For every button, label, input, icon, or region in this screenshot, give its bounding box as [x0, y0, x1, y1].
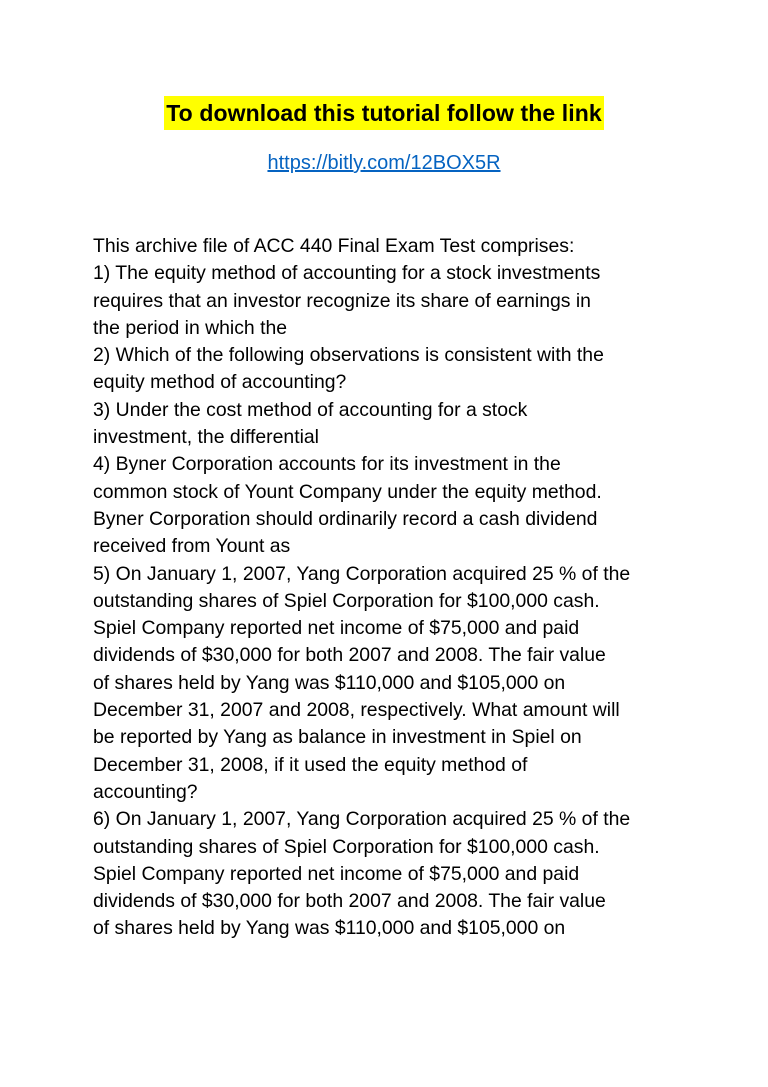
text-line: outstanding shares of Spiel Corporation for $100,000 cash.	[93, 589, 600, 612]
page-title: To download this tutorial follow the link	[164, 96, 604, 130]
text-line: Byner Corporation should ordinarily record a cash dividend	[93, 507, 598, 530]
heading-container	[0, 96, 768, 130]
link-container	[0, 148, 768, 178]
text-line: requires that an investor recognize its share of earnings in	[93, 289, 591, 312]
text-line: accounting?	[93, 780, 198, 803]
body-text	[93, 233, 683, 943]
text-line: 1) The equity method of accounting for a stock investments	[93, 262, 601, 285]
text-line: Spiel Company reported net income of $75,000 and paid	[93, 862, 580, 885]
text-line: equity method of accounting?	[93, 371, 347, 394]
text-line: of shares held by Yang was $110,000 and $105,000 on	[93, 917, 566, 940]
text-line: be reported by Yang as balance in investment in Spiel on	[93, 726, 582, 749]
text-line: 2) Which of the following observations is consistent with the	[93, 344, 604, 367]
text-line: December 31, 2007 and 2008, respectively. What amount will	[93, 699, 620, 722]
text-line: December 31, 2008, if it used the equity method of	[93, 753, 528, 776]
text-line: Spiel Company reported net income of $75,000 and paid	[93, 617, 580, 640]
text-line: dividends of $30,000 for both 2007 and 2008. The fair value	[93, 890, 606, 913]
text-line: common stock of Yount Company under the equity method.	[93, 480, 602, 503]
text-line: the period in which the	[93, 316, 288, 339]
text-line: outstanding shares of Spiel Corporation for $100,000 cash.	[93, 835, 600, 858]
text-line: 5) On January 1, 2007, Yang Corporation acquired 25 % of the	[93, 562, 631, 585]
text-line: 4) Byner Corporation accounts for its investment in the	[93, 453, 561, 476]
text-line: 3) Under the cost method of accounting for a stock	[93, 398, 528, 421]
download-link[interactable]: https://bitly.com/12BOX5R	[267, 152, 501, 174]
text-line: 6) On January 1, 2007, Yang Corporation acquired 25 % of the	[93, 808, 631, 831]
text-line: of shares held by Yang was $110,000 and $105,000 on	[93, 671, 566, 694]
text-line: investment, the differential	[93, 426, 319, 449]
text-line: dividends of $30,000 for both 2007 and 2008. The fair value	[93, 644, 606, 667]
text-line: This archive file of ACC 440 Final Exam Test comprises:	[93, 235, 575, 257]
text-line: received from Yount as	[93, 535, 291, 558]
